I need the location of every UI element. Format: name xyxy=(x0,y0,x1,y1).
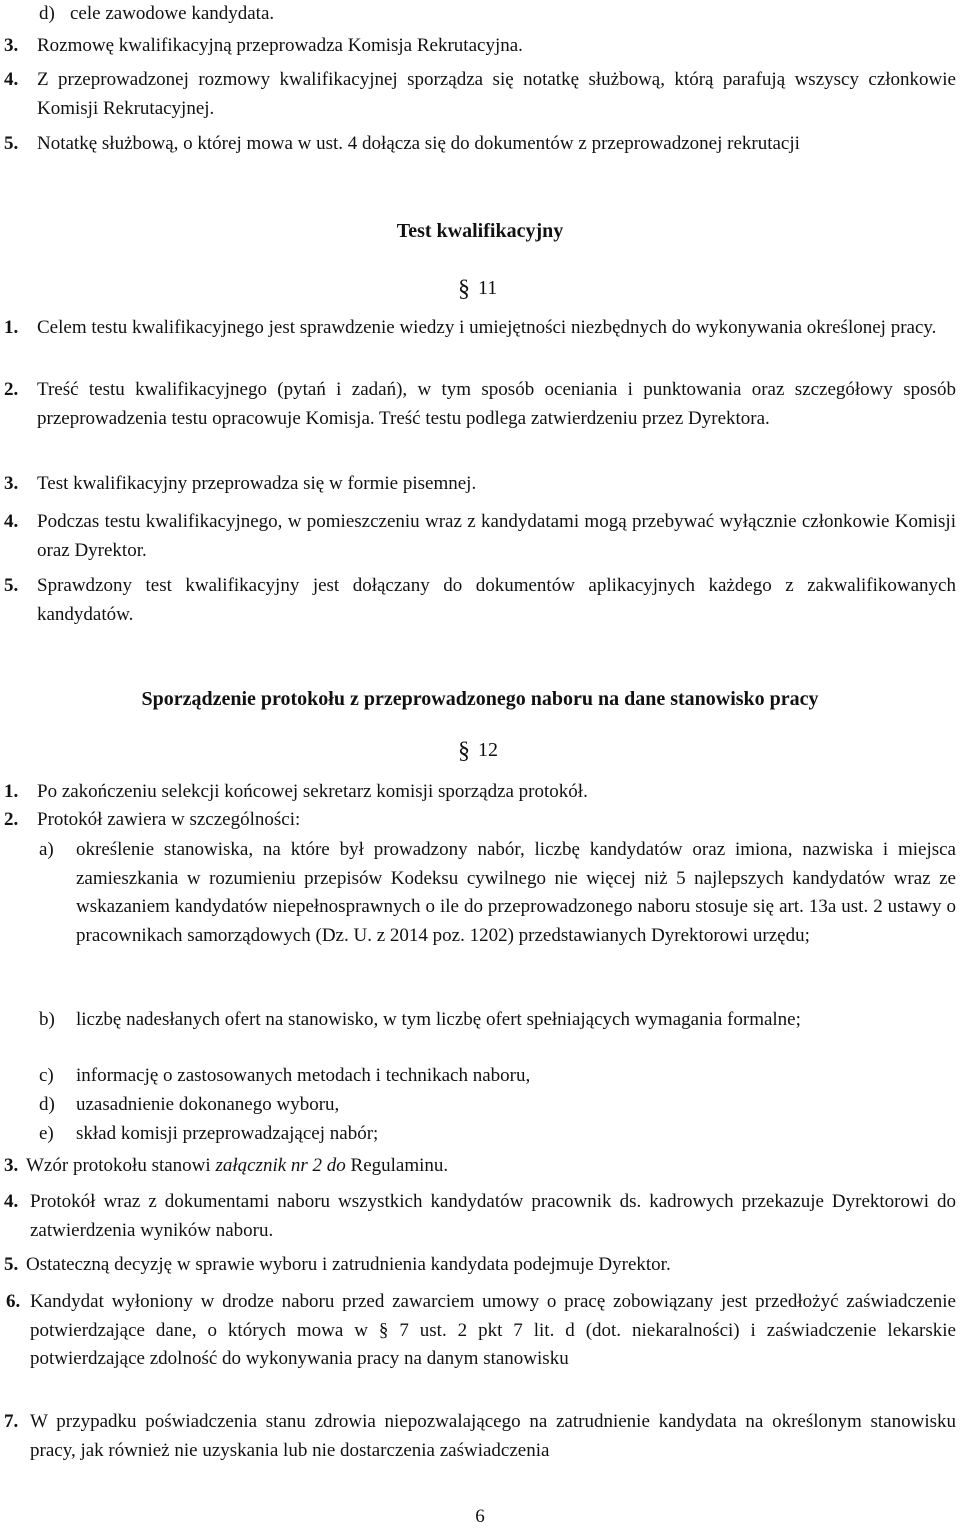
sub-item-label: e) xyxy=(39,1123,54,1144)
list-item xyxy=(0,66,956,123)
item-number: 4. xyxy=(4,1191,19,1212)
item-number: 5. xyxy=(4,575,19,596)
list-item xyxy=(0,1152,956,1181)
sub-list-item xyxy=(0,1120,956,1149)
item-number: d) xyxy=(39,3,55,24)
item-number: 3. xyxy=(4,35,19,56)
list-item xyxy=(0,314,956,343)
item-text-before: Wzór protokołu stanowi xyxy=(26,1155,216,1176)
paragraph-number: 12 xyxy=(478,739,498,761)
list-item xyxy=(0,1408,956,1465)
sub-list-item xyxy=(0,1006,956,1035)
list-item xyxy=(0,806,956,835)
item-number: 7. xyxy=(4,1411,19,1432)
item-text xyxy=(0,1152,956,1181)
item-text: Podczas testu kwalifikacyjnego, w pomieszczeniu wraz z kandydatami mogą przebywać wyłącznie członkowie Komisji oraz Dyrektor. xyxy=(37,511,956,561)
item-text: Z przeprowadzonej rozmowy kwalifikacyjnej sporządza się notatkę służbową, którą parafują wszyscy członkowie Komisji Rekrutacyjnej. xyxy=(37,69,956,119)
item-number: 6. xyxy=(6,1291,21,1312)
sub-item-text: informację o zastosowanych metodach i technikach naboru, xyxy=(76,1065,531,1086)
sub-item-text: uzasadnienie dokonanego wyboru, xyxy=(76,1094,340,1115)
item-number: 3. xyxy=(4,473,19,494)
item-text: Protokół zawiera w szczególności: xyxy=(37,809,301,830)
item-text: Kandydat wyłoniony w drodze naboru przed zawarciem umowy o pracę zobowiązany jest przedłożyć zaświadczenie potwierdzające dane, o których mowa w § 7 ust. 2 pkt 7 lit. d (dot. niekaralności) i zaświadczenie lekarskie potwierdzające zdolność do wykonywania pracy na danym stanowisku xyxy=(30,1291,956,1369)
list-item xyxy=(0,1188,956,1245)
sub-list-item xyxy=(0,836,956,950)
sub-item-text: określenie stanowiska, na które był prowadzony nabór, liczbę kandydatów oraz imiona, nazwiska i miejsca zamieszkania w rozumieniu przepisów Kodeksu cywilnego nie więcej niż 5 najlepszych kandydatów wraz ze wskazaniem kandydatów niepełnosprawnych o ile do przeprowadzonego naboru stosuje się art. 13a ust. 2 ustawy o pracownikach samorządowych (Dz. U. z 2014 poz. 1202) przedstawianych Dyrektorowi urzędu; xyxy=(76,839,956,946)
item-number: 1. xyxy=(4,317,19,338)
item-text: Treść testu kwalifikacyjnego (pytań i zadań), w tym sposób oceniania i punktowania oraz szczegółowy sposób przeprowadzenia testu opracowuje Komisja. Treść testu podlega zatwierdzeniu przez Dyrektora. xyxy=(37,379,956,429)
section-heading: Sporządzenie protokołu z przeprowadzonego naboru na dane stanowisko pracy xyxy=(141,688,819,710)
section-symbol: § xyxy=(458,738,470,764)
list-item xyxy=(0,508,956,565)
item-text: W przypadku poświadczenia stanu zdrowia niepozwalającego na zatrudnienie kandydata na określonym stanowisku pracy, jak również nie uzyskania lub nie dostarczenia zaświadczenia xyxy=(30,1411,956,1461)
item-text: Ostateczną decyzję w sprawie wyboru i zatrudnienia kandydata podejmuje Dyrektor. xyxy=(26,1254,671,1275)
item-text: Test kwalifikacyjny przeprowadza się w formie pisemnej. xyxy=(37,473,477,494)
item-number: 4. xyxy=(4,511,19,532)
list-item xyxy=(0,470,956,499)
item-number: 5. xyxy=(4,133,19,154)
sub-list-item xyxy=(0,1062,956,1091)
section-symbol: § xyxy=(458,276,470,302)
list-item xyxy=(0,572,956,629)
section-heading: Test kwalifikacyjny xyxy=(396,220,564,242)
paragraph-marker xyxy=(458,738,498,765)
list-item xyxy=(0,376,956,433)
item-text: Sprawdzony test kwalifikacyjny jest dołączany do dokumentów aplikacyjnych każdego z zakwalifikowanych kandydatów. xyxy=(37,575,956,625)
item-text: cele zawodowe kandydata. xyxy=(70,3,275,24)
sub-item-label: c) xyxy=(39,1065,54,1086)
sub-list-item xyxy=(0,1091,956,1120)
sub-item-label: d) xyxy=(39,1094,55,1115)
paragraph-number: 11 xyxy=(478,277,498,299)
list-item xyxy=(0,778,956,807)
sub-item-label: b) xyxy=(39,1009,55,1030)
list-item xyxy=(0,130,956,159)
paragraph-marker xyxy=(458,276,497,303)
list-item xyxy=(0,32,956,61)
sub-item-text: skład komisji przeprowadzającej nabór; xyxy=(76,1123,379,1144)
item-text-after: Regulaminu. xyxy=(345,1155,449,1176)
item-text: Rozmowę kwalifikacyjną przeprowadza Komisja Rekrutacyjna. xyxy=(37,35,523,56)
item-number: 3. xyxy=(4,1155,19,1176)
list-item xyxy=(0,1251,956,1280)
item-text: Notatkę służbową, o której mowa w ust. 4 dołącza się do dokumentów z przeprowadzonej rekrutacji xyxy=(37,133,800,154)
item-number: 4. xyxy=(4,69,19,90)
page-number: 6 xyxy=(475,1506,485,1527)
list-item xyxy=(0,0,956,29)
item-number: 2. xyxy=(4,379,19,400)
list-item xyxy=(0,1288,956,1374)
item-number: 1. xyxy=(4,781,19,802)
item-number: 5. xyxy=(4,1254,19,1275)
attachment-reference: załącznik nr 2 do xyxy=(215,1155,346,1176)
sub-item-text: liczbę nadesłanych ofert na stanowisko, w tym liczbę ofert spełniających wymagania formalne; xyxy=(76,1009,801,1030)
item-number: 2. xyxy=(4,809,19,830)
sub-item-label: a) xyxy=(39,839,54,860)
item-text: Po zakończeniu selekcji końcowej sekretarz komisji sporządza protokół. xyxy=(37,781,588,802)
item-text: Celem testu kwalifikacyjnego jest sprawdzenie wiedzy i umiejętności niezbędnych do wykonywania określonej pracy. xyxy=(37,317,937,338)
item-text: Protokół wraz z dokumentami naboru wszystkich kandydatów pracownik ds. kadrowych przekazuje Dyrektorowi do zatwierdzenia wyników naboru. xyxy=(30,1191,956,1241)
